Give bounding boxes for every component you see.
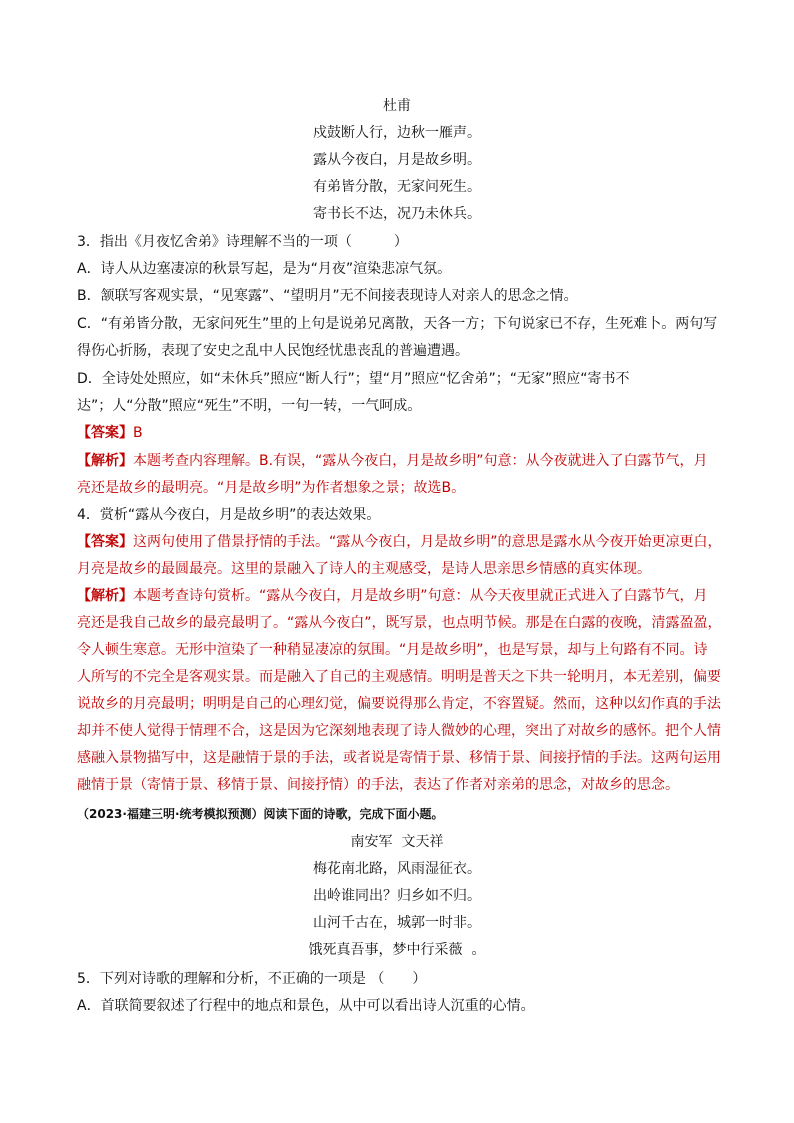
q4-analysis-line6: 却并不使人觉得于情理不合，这是因为它深刻地表现了诗人微妙的心理，突出了对故乡的感怀。把个人情	[77, 723, 721, 739]
q3-option-c-line2: 得伤心折肠，表现了安史之乱中人民饱经忧患丧乱的普遍遭遇。	[77, 343, 469, 359]
q3-option-d-line1: D．全诗处处照应，如“未休兵”照应“断人行”；望“月”照应“忆舍弟”；“无家”照应“寄书不	[77, 371, 630, 387]
q4-analysis-line1	[77, 587, 727, 605]
answer-tag: 【答案】	[77, 534, 133, 550]
poem1-line-3: 有弟皆分散，无家问死生。	[313, 179, 481, 195]
poem2-title: 南安军 文天祥	[350, 834, 444, 850]
poem1-line-4: 寄书长不达，况乃未休兵。	[313, 206, 481, 222]
q4-answer-line2: 月亮是故乡的最圆最亮。这里的景融入了诗人的主观感受，是诗人思亲思乡情感的真实体现。	[77, 561, 651, 577]
q3-answer	[77, 424, 727, 442]
q4-analysis-line4: 人所写的不完全是客观实景。而是融入了自己的主观感情。明明是普天之下共一轮明月，本无差别，偏要	[77, 669, 721, 685]
q3-option-a: A．诗人从边塞凄凉的秋景写起，是为“月夜”渲染悲凉气氛。	[77, 261, 452, 277]
q3-option-d-line2: 达”；人“分散”照应“死生”不明，一句一转，一气呵成。	[77, 398, 422, 414]
q3-analysis-line2: 亮还是故乡的最明亮。“月是故乡明”为作者想象之景；故选B。	[77, 480, 466, 496]
q3-option-b: B．颔联写客观实景，“见寒露”、“望明月”无不间接表现诗人对亲人的思念之情。	[77, 288, 578, 304]
q4-analysis-line3: 令人顿生寒意。无形中渲染了一种稍显凄凉的氛围。“月是故乡明”，也是写景，却与上句路有不同。诗	[77, 642, 708, 658]
q3-option-c-line1: C．“有弟皆分散，无家问死生”里的上句是说弟兄离散，天各一方；下句说家已不存，生死难卜。两句写	[77, 316, 718, 332]
poem2-line-2: 出岭谁同出？归乡如不归。	[313, 888, 481, 904]
analysis-tag: 【解析】	[77, 453, 133, 469]
q4-analysis-line5: 说故乡的月亮最明；明明是自己的心理幻觉，偏要说得那么肯定，不容置疑。然而，这种以幻作真的手法	[77, 696, 721, 712]
q4-analysis-line8: 融情于景（寄情于景、移情于景、间接抒情）的手法，表达了作者对亲弟的思念，对故乡的思念。	[77, 777, 679, 793]
q3-analysis-line1	[77, 452, 727, 470]
q4-answer-quote: “露从今夜白，月是故乡明”	[329, 534, 498, 550]
section-intro: （2023·福建三明·统考模拟预测）阅读下面的诗歌，完成下面小题。	[77, 807, 444, 821]
poem1-author: 杜甫	[383, 98, 411, 114]
q3-stem: 3．指出《月夜忆舍弟》诗理解不当的一项（ ）	[77, 234, 408, 250]
q4-answer-line1	[77, 533, 727, 551]
poem2-line-3: 山河千古在，城郭一时非。	[313, 915, 481, 931]
analysis-tag: 【解析】	[77, 588, 133, 604]
q4-answer-text-c: 的意思是露水从今夜开始更凉更白，	[497, 534, 722, 550]
q4-answer-text-a: 这两句使用了借景抒情的手法。	[133, 534, 329, 550]
q5-stem: 5．下列对诗歌的理解和分析，不正确的一项是 （ ）	[77, 971, 427, 987]
q5-option-a: A．首联简要叙述了行程中的地点和景色，从中可以看出诗人沉重的心情。	[77, 998, 535, 1014]
poem2-line-4: 饿死真吾事，梦中行采薇 。	[308, 942, 486, 958]
poem1-line-1: 戍鼓断人行，边秋一雁声。	[313, 125, 481, 141]
poem2-line-1: 梅花南北路，风雨湿征衣。	[313, 861, 481, 877]
q4-analysis-text-1: 本题考查诗句赏析。“露从今夜白，月是故乡明”句意：从今天夜里就正式进入了白露节气，月	[133, 588, 708, 604]
q4-analysis-line2: 亮还是我自己故乡的最亮最明了。“露从今夜白”，既写景，也点明节候。那是在白露的夜晚，清露盈盈，	[77, 615, 722, 631]
q4-analysis-line7: 感融入景物描写中，这是融情于景的手法，或者说是寄情于景、移情于景、间接抒情的手法。这两句运用	[77, 750, 721, 766]
q3-answer-value: B	[133, 425, 143, 441]
poem1-line-2: 露从今夜白，月是故乡明。	[313, 152, 481, 168]
q3-analysis-text-1: 本题考查内容理解。B.有误，“露从今夜白，月是故乡明”句意：从今夜就进入了白露节气，月	[133, 453, 708, 469]
q4-stem: 4．赏析“露从今夜白，月是故乡明”的表达效果。	[77, 507, 381, 523]
answer-tag: 【答案】	[77, 425, 133, 441]
